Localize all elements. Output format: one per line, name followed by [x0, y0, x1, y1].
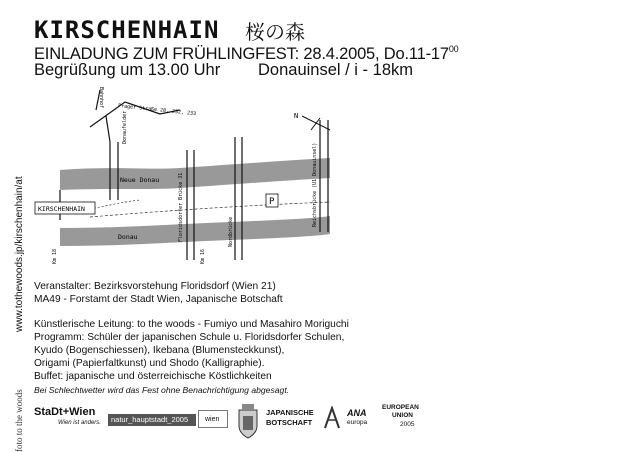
invitation-headline-sup: 00	[448, 44, 459, 54]
map-label-bahnhof: Bahnhof	[98, 87, 104, 109]
ana-europa-text: europa	[347, 419, 368, 426]
map-label-prager: Prager Straße 28, 232, 233	[117, 103, 197, 118]
map	[30, 82, 390, 272]
japan-embassy-line2: BOTSCHAFT	[266, 418, 313, 427]
european-union-logo[interactable]	[380, 404, 428, 432]
stadt-wien-logo-text: StaDt+Wien	[34, 406, 96, 418]
japanese-logo-text: 桜の森	[245, 20, 305, 44]
stadt-wien-tagline: Wien ist anders.	[58, 420, 101, 426]
map-label-donau: Donau	[118, 233, 138, 241]
map-label-kirschenhain: KIRSCHENHAIN	[38, 205, 85, 213]
stadt-wien-logo[interactable]	[34, 406, 106, 430]
buffet-line: Buffet: japanische und österreichische Köstlichkeiten	[34, 371, 272, 382]
map-label-neue-donau: Neue Donau	[120, 176, 160, 184]
wien-small-text: wien	[205, 416, 220, 423]
map-label-km-16: Km 16	[200, 248, 206, 264]
map-label-nordbrucke: Nordbrücke	[228, 216, 234, 247]
weather-note: Bei Schlechtwetter wird das Fest ohne Benachrichtigung abgesagt.	[34, 385, 290, 395]
eu-line3: 2005	[400, 421, 415, 428]
eu-line2: UNION	[392, 412, 413, 419]
side-photo-credit: foto to the woods	[14, 389, 24, 452]
wien-small-logo[interactable]	[198, 410, 228, 428]
natur-hauptstadt-logo[interactable]	[108, 414, 196, 426]
organizer-line-2: MA49 - Forstamt der Stadt Wien, Japanische Botschaft	[34, 294, 283, 305]
eu-line1: EUROPEAN	[382, 404, 419, 411]
art-direction-line: Künstlerische Leitung: to the woods - Fumiyo und Masahiro Moriguchi	[34, 319, 349, 330]
kirschenhain-logo: KIRSCHENHAIN	[34, 16, 220, 44]
north-arrow-icon	[294, 112, 330, 130]
map-label-reichsbrucke: Reichsbrücke (U1 Donauinsel)	[312, 142, 318, 227]
program-line-1: Programm: Schüler der japanischen Schule u. Floridsdorfer Schulen,	[34, 332, 345, 343]
side-url[interactable]: www.tothewoods.jp/kirschenhain/at	[14, 176, 25, 332]
ana-logo-text: ANA	[347, 408, 367, 418]
natur-hauptstadt-text: natur_hauptstadt_2005	[111, 415, 189, 424]
island-path	[90, 202, 330, 217]
location-text: Donauinsel / i - 18km	[258, 61, 413, 79]
map-label-parking: P	[269, 197, 275, 207]
coat-of-arms-icon	[236, 404, 260, 440]
north-label: N	[294, 112, 299, 120]
road-connector	[106, 116, 110, 142]
map-label-km-18: Km 18	[52, 248, 58, 264]
aj-emblem-icon	[323, 406, 341, 430]
donau-river	[60, 216, 330, 246]
japan-embassy-line1: JAPANISCHE	[266, 408, 314, 417]
map-label-floridsdorfer: Floridsdorfer Brücke 31	[178, 172, 184, 242]
map-label-donaufelder: Donaufelder	[122, 110, 128, 144]
program-line-3: Origami (Papierfaltkunst) und Shodo (Kalligraphie).	[34, 358, 265, 369]
invitation-headline-main: EINLADUNG ZUM FRÜHLINGFEST: 28.4.2005, Do.11-17	[34, 45, 449, 63]
neue-donau-river	[60, 158, 330, 190]
organizer-line-1: Veranstalter: Bezirksvorstehung Floridsdorf (Wien 21)	[34, 281, 276, 292]
welcome-time: Begrüßung um 13.00 Uhr	[34, 61, 221, 79]
program-line-2: Kyudo (Bogenschiessen), Ikebana (Blumensteckkunst),	[34, 345, 285, 356]
